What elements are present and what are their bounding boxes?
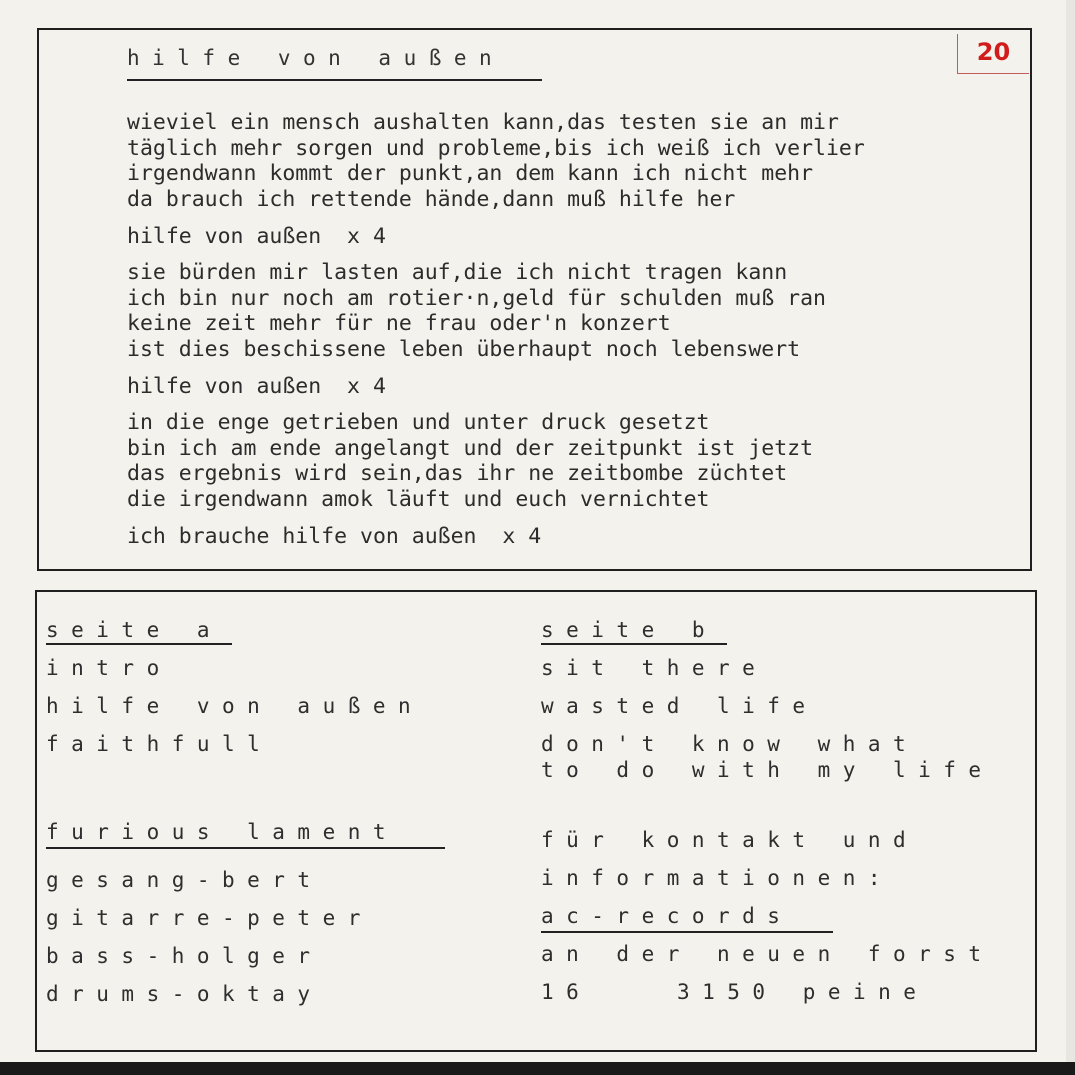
lyric-line: die irgendwann amok läuft und euch vernichtet <box>127 486 710 512</box>
chorus-line: hilfe von außen x 4 <box>127 224 386 249</box>
band-member: drums-oktay <box>46 982 323 1006</box>
lyric-line: sie bürden mir lasten auf,die ich nicht tragen kann <box>127 260 788 285</box>
verse-1 <box>127 110 865 212</box>
track-item: hilfe von außen <box>46 694 424 718</box>
lyric-line: täglich mehr sorgen und probleme,bis ich weiß ich verlier <box>127 135 865 161</box>
address-number: 16 <box>541 980 592 1004</box>
verse-3 <box>127 410 865 512</box>
band-member: gesang-bert <box>46 868 323 892</box>
address-city: 3150 peine <box>677 980 929 1004</box>
lyric-line: das ergebnis wird sein,das ihr ne zeitbombe züchtet <box>127 461 788 486</box>
band-member: gitarre-peter <box>46 906 373 930</box>
song-title: hilfe von außen <box>127 46 505 70</box>
lyrics <box>127 110 865 560</box>
label-underline <box>541 931 833 933</box>
track-item: don't know what <box>541 732 919 756</box>
label-name: ac-records <box>541 904 793 928</box>
lyric-line: irgendwann kommt der punkt,an dem kann ich nicht mehr <box>127 161 814 186</box>
chorus-line: ich brauche hilfe von außen x 4 <box>127 524 542 549</box>
verse-2 <box>127 260 865 362</box>
track-item: wasted life <box>541 694 818 718</box>
contact-intro: informationen: <box>541 866 894 890</box>
chorus-line: hilfe von außen x 4 <box>127 374 386 399</box>
side-a-underline <box>46 643 232 645</box>
lyric-line: ist dies beschissene leben überhaupt noch lebenswert <box>127 336 801 362</box>
lyric-line: bin ich am ende angelangt und der zeitpunkt ist jetzt <box>127 435 814 461</box>
track-item: intro <box>46 656 172 680</box>
track-item: to do with my life <box>541 758 994 782</box>
band-underline <box>46 847 445 849</box>
address-street: an der neuen forst <box>541 942 994 966</box>
lyric-line: da brauch ich rettende hände,dann muß hilfe her <box>127 186 736 212</box>
lyric-line: wieviel ein mensch aushalten kann,das testen sie an mir <box>127 110 839 135</box>
track-item: sit there <box>541 656 768 680</box>
page-number: 20 <box>957 34 1029 74</box>
band-name: furious lament <box>46 820 399 844</box>
lyric-line: ich bin nur noch am rotier·n,geld für schulden muß ran <box>127 285 826 311</box>
lyric-line: keine zeit mehr für ne frau oder'n konzert <box>127 311 671 336</box>
lyric-line: in die enge getrieben und unter druck gesetzt <box>127 410 710 435</box>
side-b-underline <box>541 643 727 645</box>
side-a-heading: seite a <box>46 618 223 642</box>
track-item: faithfull <box>46 732 273 756</box>
band-member: bass-holger <box>46 944 323 968</box>
side-b-heading: seite b <box>541 618 718 642</box>
page-shadow <box>0 1062 1075 1075</box>
title-underline <box>127 79 542 81</box>
page-edge <box>1066 0 1075 1075</box>
contact-intro: für kontakt und <box>541 828 919 852</box>
